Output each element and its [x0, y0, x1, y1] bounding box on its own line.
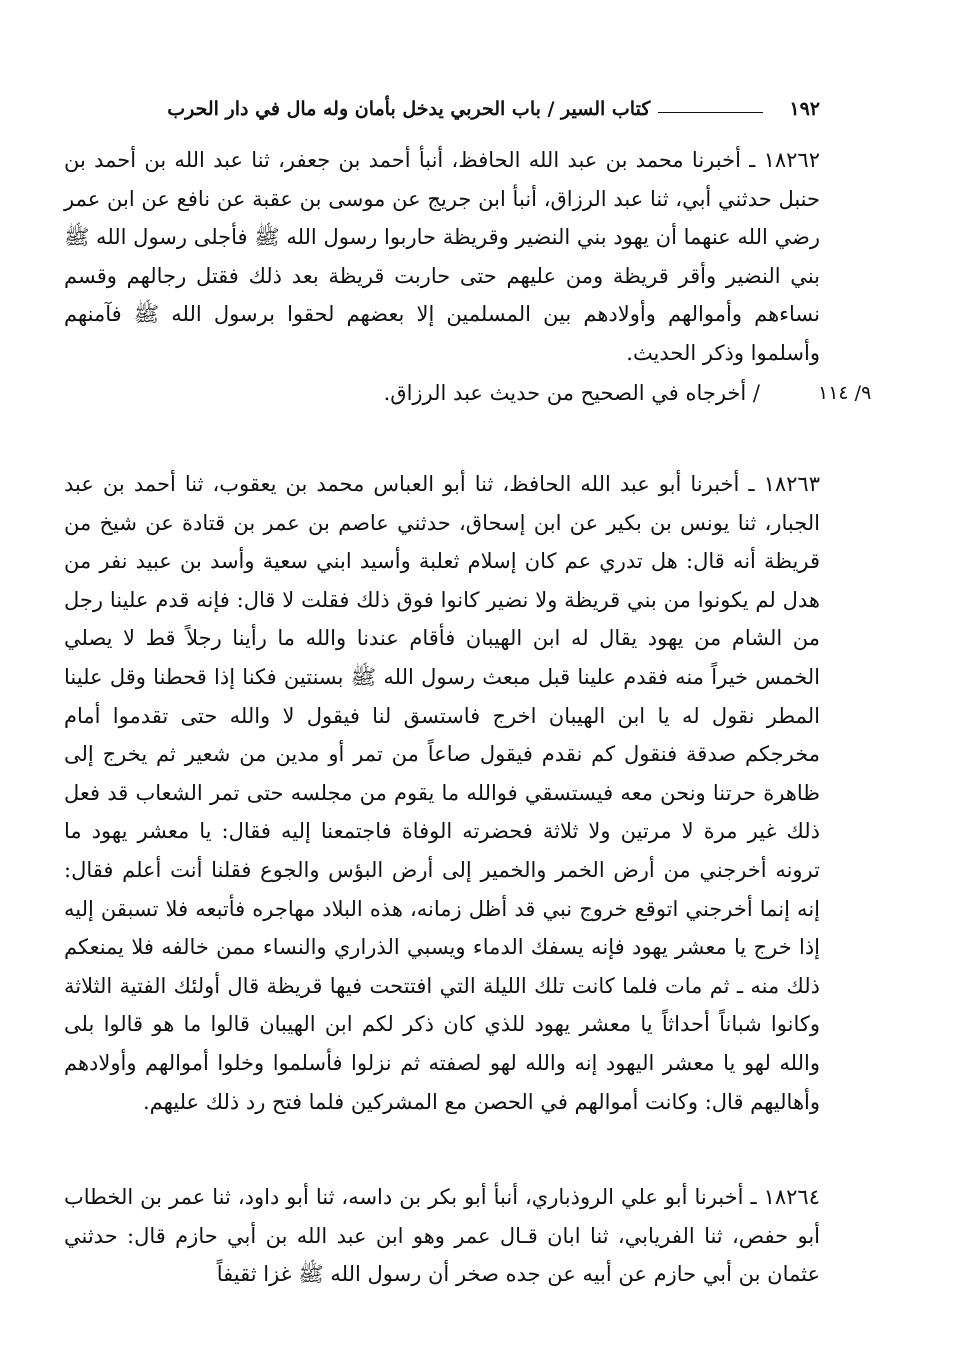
- hadith-18262-note: / أخرجاه في الصحيح من حديث عبد الرزاق.: [383, 381, 760, 405]
- page-header: [64, 86, 820, 120]
- header-rule: [658, 112, 763, 113]
- running-title: كتاب السير / باب الحربي يدخل بأمان وله مال في دار الحرب: [167, 98, 651, 120]
- hadith-18262: ١٨٢٦٢ ـ أخبرنا محمد بن عبد الله الحافظ، أنبأ أحمد بن جعفر، ثنا عبد الله بن أحمد بن حنبل حدثني أبي، ثنا عبد الرزاق، أنبأ ابن جريج عن موسى بن عقبة عن نافع عن ابن عمر رضي الله عنهما أن يهود بني النضير وقريظة حاربوا رسول الله ﷺ فأجلى رسول الله ﷺ بني النضير وأقر قريظة ومن عليهم حتى حاربت قريظة بعد ذلك فقتل رجالهم وقسم نساءهم وأموالهم وأولادهم بين المسلمين إلا بعضهم لحقوا برسول الله ﷺ فآمنهم وأسلموا وذكر الحديث.: [64, 148, 820, 365]
- hadith-18263: ١٨٢٦٣ ـ أخبرنا أبو عبد الله الحافظ، ثنا أبو العباس محمد بن يعقوب، ثنا أحمد بن عبد الجبار، ثنا يونس بن بكير عن ابن إسحاق، حدثني عاصم بن عمر بن قتادة عن شيخ من قريظة أنه قال: هل تدري عم كان إسلام ثعلبة وأسيد ابني سعية وأسد بن عبيد نفر من هدل لم يكونوا من بني قريظة ولا نضير كانوا فوق ذلك فقلت لا قال: فإنه قدم علينا رجل من الشام من يهود يقال له ابن الهيبان فأقام عندنا والله ما رأينا رجلاً قط لا يصلي الخمس خيراً منه فقدم علينا قبل مبعث رسول الله ﷺ بسنتين فكنا إذا قحطنا وقل علينا المطر نقول له يا ابن الهيبان اخرج فاستسق لنا فيقول لا والله حتى تقدموا أمام مخرجكم صدقة فنقول كم نقدم فيقول صاعاً من تمر أو مدين من شعير ثم يخرج إلى ظاهرة حرتنا ونحن معه فيستسقي فوالله ما يقوم من مجلسه حتى تمر الشعاب قد فعل ذلك غير مرة لا مرتين ولا ثلاثة فحضرته الوفاة فاجتمعنا إليه فقال: يا معشر يهود ما ترونه أخرجني من أرض الخمر والخمير إلى أرض البؤس والجوع فقلنا أنت أعلم فقال: إنه إنما أخرجني اتوقع خروج نبي قد أظل زمانه، هذه البلاد مهاجره فأتبعه فلا تسبقن إليه إذا خرج يا معشر يهود فإنه يسفك الدماء ويسبي الذراري والنساء ممن خالفه فلا يمنعكم ذلك منه ـ ثم مات فلما كانت تلك الليلة التي افتتحت فيها قريظة قال أولئك الفتية الثلاثة وكانوا شباناً أحداثاً يا معشر يهود للذي كان ذكر لكم ابن الهيبان قالوا ما هو قالوا بلى والله لهو يا معشر اليهود إنه والله لهو لصفته ثم نزلوا فأسلموا وخلوا أموالهم وأولادهم وأهاليهم قال: وكانت أموالهم في الحصن مع المشركين فلما فتح رد ذلك عليهم.: [64, 472, 821, 1114]
- page-number: ١٩٢: [789, 98, 820, 120]
- margin-volume-page-ref: ٩/ ١١٤: [818, 382, 872, 404]
- hadith-18264: ١٨٢٦٤ ـ أخبرنا أبو علي الروذباري، أنبأ أبو بكر بن داسه، ثنا أبو داود، ثنا عمر بن الخطاب أبو حفص، ثنا الفريابي، ثنا ابان قـال عمر وهو ابن عبد الله بن أبي حازم قال: حدثني عثمان بن أبي حازم عن أبيه عن جده صخر أن رسول الله ﷺ غزا ثقيفاً: [64, 1185, 820, 1287]
